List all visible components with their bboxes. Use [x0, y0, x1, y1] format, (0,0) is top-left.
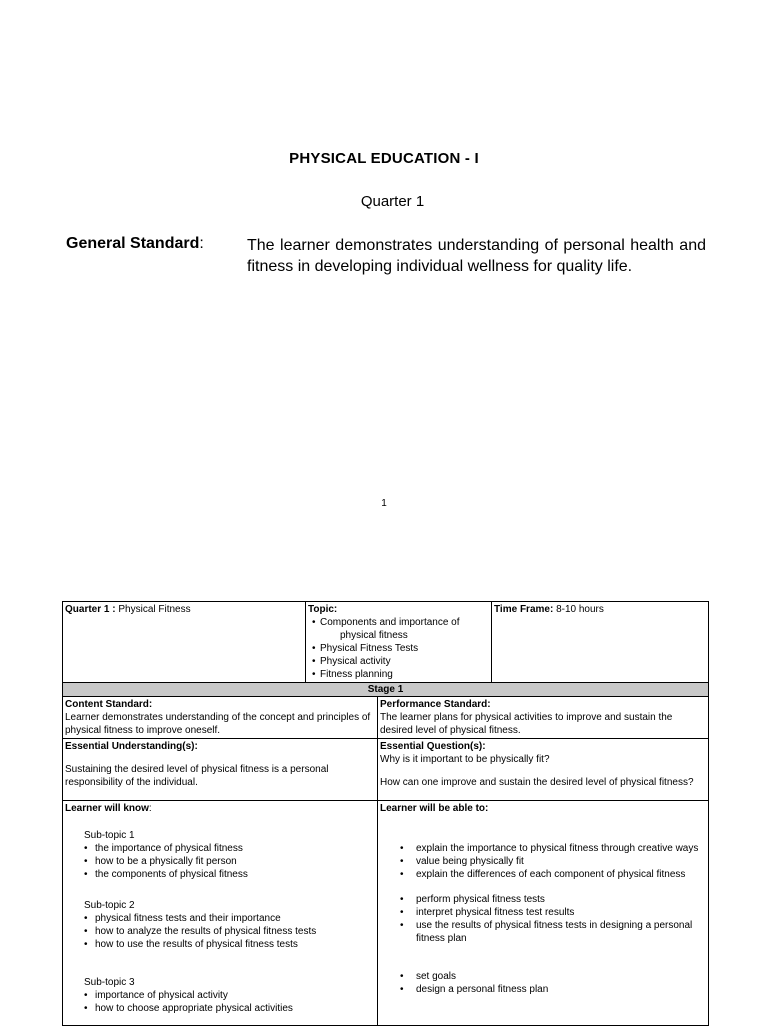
know-list-2 [65, 912, 375, 951]
general-standard-text: The learner demonstrates understanding of personal health and fitness in developing individual wellness for quality life. [247, 237, 706, 275]
list-item: • design a personal fitness plan [380, 983, 706, 996]
topic-list [308, 616, 489, 681]
able-list-3 [380, 970, 706, 996]
list-item: • explain the differences of each component of physical fitness [380, 868, 706, 881]
learner-will-know-cell: Learner will know: Sub-topic 1 • the importance of physical fitness • how to be a physically fit person • the components of physical fitness Sub-topic 2 • physical fitness tests and their importance • how to analyze the results of physical fitness tests • how to use the results of physical fitness tests Sub-topic 3 • importance of physical activity • how to choose appropriate physical activities [63, 801, 378, 1026]
list-item: • use the results of physical fitness tests in designing a personal fitness plan [380, 919, 706, 945]
curriculum-table [62, 601, 709, 1026]
list-item: • physical fitness tests and their importance [65, 912, 375, 925]
list-item: • how to be a physically fit person [65, 855, 375, 868]
list-item: • the importance of physical fitness [65, 842, 375, 855]
subtopic-heading: Sub-topic 2 [84, 900, 135, 911]
subtopic-heading: Sub-topic 3 [84, 977, 135, 988]
quarter-cell: Quarter 1 : Physical Fitness [63, 602, 306, 683]
list-item: • perform physical fitness tests [380, 893, 706, 906]
list-item: • how to choose appropriate physical activities [65, 1002, 375, 1015]
general-standard-label: General Standard: [66, 235, 204, 252]
subtopic-heading: Sub-topic 1 [84, 830, 135, 841]
quarter-heading: Quarter 1 [360, 193, 425, 210]
able-list-1 [380, 842, 706, 881]
list-item: • importance of physical activity [65, 989, 375, 1002]
list-item: physical fitness [340, 630, 408, 641]
essential-question-cell: Essential Question(s): Why is it important to be physically fit? How can one improve and sustain the desired level of physical fitness? [378, 739, 709, 801]
time-frame-cell: Time Frame: 8-10 hours [492, 602, 709, 683]
content-standard-cell: Content Standard: Learner demonstrates understanding of the concept and principles of physical fitness to improve oneself. [63, 697, 378, 739]
know-list-1 [65, 842, 375, 881]
list-item: • Physical Fitness Tests [308, 642, 489, 655]
list-item: • Components and importance of [308, 616, 489, 629]
able-list-2 [380, 893, 706, 945]
know-list-3 [65, 989, 375, 1015]
list-item: • how to use the results of physical fitness tests [65, 938, 375, 951]
page-number: 1 [381, 498, 387, 509]
performance-standard-cell: Performance Standard: The learner plans for physical activities to improve and sustain the desired level of physical fitness. [378, 697, 709, 739]
list-item: • value being physically fit [380, 855, 706, 868]
list-item: • how to analyze the results of physical fitness tests [65, 925, 375, 938]
list-item: • the components of physical fitness [65, 868, 375, 881]
list-item: • set goals [380, 970, 706, 983]
learner-able-cell: Learner will be able to: • explain the importance to physical fitness through creative ways • value being physically fit • explain the differences of each component of physical fitness • perform physical fitness tests • interpret physical fitness test results • use the results of physical fitness tests in designing a personal fitness plan • set goals • design a personal fitness plan [378, 801, 709, 1026]
essential-understanding-cell: Essential Understanding(s): Sustaining the desired level of physical fitness is a personal responsibility of the individual. [63, 739, 378, 801]
topic-cell: Topic: • Components and importance of physical fitness • Physical Fitness Tests • Physical activity • Fitness planning [306, 602, 492, 683]
list-item: • interpret physical fitness test results [380, 906, 706, 919]
list-item: • Fitness planning [308, 668, 489, 681]
list-item: • Physical activity [308, 655, 489, 668]
stage-header: Stage 1 [63, 683, 709, 697]
list-item: • explain the importance to physical fitness through creative ways [380, 842, 706, 855]
page-title: PHYSICAL EDUCATION - I [289, 150, 479, 167]
